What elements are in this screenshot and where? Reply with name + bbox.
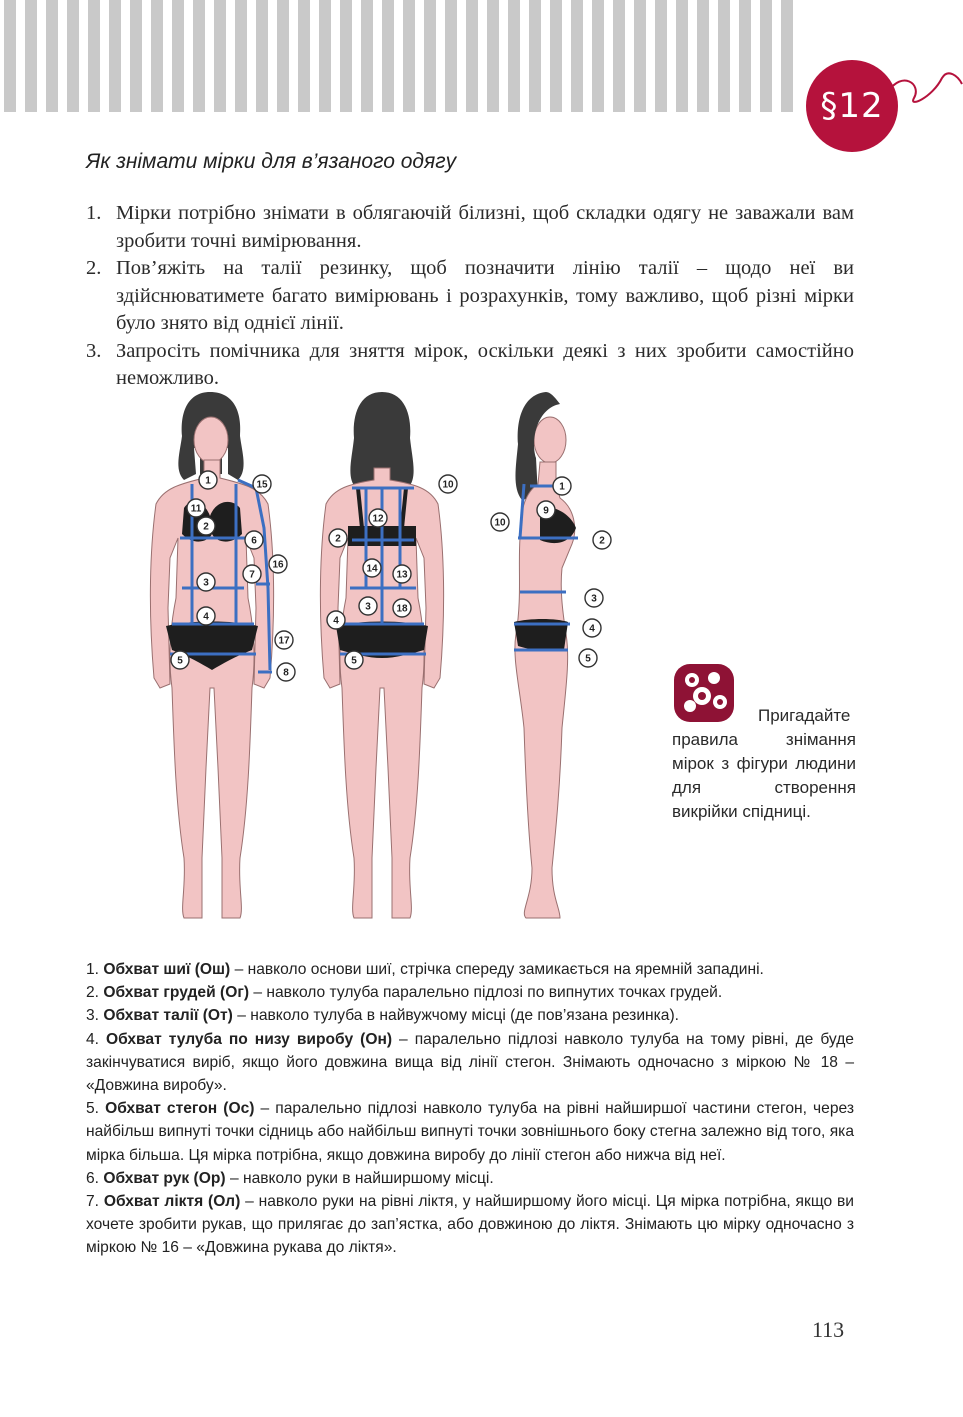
yarn-skein-icon xyxy=(672,662,744,724)
stripe xyxy=(151,0,163,112)
measurement-number: 3 xyxy=(203,577,209,589)
section-number: §12 xyxy=(820,86,884,126)
stripe xyxy=(46,0,58,112)
stripe xyxy=(676,0,688,112)
definition-item xyxy=(86,958,854,981)
measurement-number: 2 xyxy=(599,535,605,547)
page-title: Як знімати мірки для в’язаного одягу xyxy=(86,150,457,173)
measurement-number: 5 xyxy=(585,653,591,665)
note-text: Пригадайте правила знімання мірок з фігури людини для створення викрійки спідниці. xyxy=(672,706,856,821)
measurement-number: 1 xyxy=(205,475,211,487)
definition-term: Обхват рук (Ор) xyxy=(103,1169,226,1187)
measurement-number: 16 xyxy=(272,559,284,571)
side-figure xyxy=(514,392,578,918)
definition-item xyxy=(86,1190,854,1260)
stripe xyxy=(361,0,373,112)
definition-item xyxy=(86,981,854,1004)
list-item-text: Пов’яжіть на талії резинку, щоб позначити лінію талії – щодо неї ви здійснюватимете багато вимірювань і розрахунків, тому важливо, щоб різні мірки було знято від однієї лінії. xyxy=(116,257,854,334)
stripe xyxy=(172,0,184,112)
stripe xyxy=(571,0,583,112)
measurement-number: 9 xyxy=(543,505,549,517)
measurement-number: 2 xyxy=(203,521,209,533)
definition-item xyxy=(86,1028,854,1098)
stripe xyxy=(718,0,730,112)
back-figure xyxy=(320,392,443,918)
list-item-number: 2. xyxy=(86,257,102,279)
definition-term: Обхват тулуба по низу виробу (Он) xyxy=(106,1030,393,1048)
measurement-number: 7 xyxy=(249,569,255,581)
definition-text: – паралельно підлозі навколо тулуба на рівні найширшої частини стегон, через найбільш випнуті точки сідниць або найбільш випнуті точки зовнішнього боку стегна залежно від того, яка мірка більша. Ця мірка потрібна, якщо довжина виробу до лінії стегон або нижча від неї. xyxy=(86,1100,854,1164)
stripe xyxy=(109,0,121,112)
stripe xyxy=(67,0,79,112)
definition-item xyxy=(86,1004,854,1027)
stripe xyxy=(424,0,436,112)
definition-number: 6. xyxy=(86,1169,100,1187)
stripe xyxy=(340,0,352,112)
stripe xyxy=(403,0,415,112)
note-box xyxy=(672,662,856,824)
definition-number: 4. xyxy=(86,1030,100,1048)
measurement-number: 1 xyxy=(559,481,565,493)
stripe xyxy=(88,0,100,112)
measurement-number: 10 xyxy=(442,479,454,491)
definition-term: Обхват шиї (Ош) xyxy=(103,961,231,978)
stripe xyxy=(445,0,457,112)
list-item-number: 1. xyxy=(86,202,102,224)
stripe xyxy=(760,0,772,112)
measurement-number: 5 xyxy=(351,655,357,667)
page-number: 113 xyxy=(812,1317,845,1342)
definition-number: 7. xyxy=(86,1193,100,1211)
body-measurement-figure xyxy=(140,388,616,933)
definition-term: Обхват ліктя (Ол) xyxy=(103,1193,241,1211)
stripe xyxy=(655,0,667,112)
definition-term: Обхват стегон (Ос) xyxy=(105,1100,255,1118)
definition-number: 5. xyxy=(86,1100,100,1118)
stripe xyxy=(508,0,520,112)
stripe xyxy=(550,0,562,112)
definition-text: – паралельно підлозі навколо тулуба на тому рівні, де буде закінчуватися виріб, якщо його довжина вища від лінії стегон. Знімають одночасно з міркою № 18 – «Довжина виробу». xyxy=(86,1030,854,1095)
measurement-number: 10 xyxy=(494,517,506,529)
stripe xyxy=(592,0,604,112)
measurement-number: 3 xyxy=(365,601,371,613)
measurement-number: 8 xyxy=(283,667,289,679)
stripe xyxy=(697,0,709,112)
measurement-number: 13 xyxy=(396,569,408,581)
list-item xyxy=(86,338,854,393)
definition-term: Обхват грудей (Ог) xyxy=(103,984,250,1002)
list-item-text: Запросіть помічника для зняття мірок, оскільки деякі з них зробити самостійно неможливо. xyxy=(116,339,854,389)
stripe xyxy=(130,0,142,112)
definition-item xyxy=(86,1167,854,1190)
stripe xyxy=(382,0,394,112)
measurement-number: 17 xyxy=(278,635,290,647)
measurement-number: 11 xyxy=(190,503,202,515)
instruction-list xyxy=(86,200,854,393)
stripe xyxy=(634,0,646,112)
measurement-number: 18 xyxy=(396,603,408,615)
stripe xyxy=(739,0,751,112)
stripe xyxy=(235,0,247,112)
stripe xyxy=(466,0,478,112)
stripe xyxy=(298,0,310,112)
stripe xyxy=(4,0,16,112)
side-head xyxy=(534,417,566,463)
stripe xyxy=(277,0,289,112)
measurement-number: 5 xyxy=(177,655,183,667)
definition-term: Обхват талії (От) xyxy=(103,1007,233,1025)
definition-item xyxy=(86,1097,854,1167)
stripe xyxy=(193,0,205,112)
measurement-definitions xyxy=(86,958,854,1260)
list-item-text: Мірки потрібно знімати в облягаючій білизні, щоб складки одягу не заважали вам зробити точні вимірювання. xyxy=(116,202,854,252)
section-badge xyxy=(792,40,963,152)
stripe xyxy=(256,0,268,112)
definition-text: – навколо тулуба паралельно підлозі по випнутих точках грудей. xyxy=(253,984,723,1002)
stripe xyxy=(487,0,499,112)
list-item-number: 3. xyxy=(86,339,102,362)
measurement-number: 4 xyxy=(589,623,595,635)
definition-text: – навколо тулуба в найвужчому місці (де пов’язана резинка). xyxy=(237,1007,679,1025)
list-item xyxy=(86,255,854,338)
measurement-number: 12 xyxy=(372,513,384,525)
measurement-number: 3 xyxy=(591,593,597,605)
measurement-number: 2 xyxy=(335,533,341,545)
measurement-number: 15 xyxy=(256,479,268,491)
front-figure xyxy=(150,392,273,918)
stripe xyxy=(214,0,226,112)
measurement-number: 14 xyxy=(366,563,378,575)
stripe xyxy=(529,0,541,112)
stripe xyxy=(25,0,37,112)
measurement-number: 6 xyxy=(251,535,257,547)
stripe xyxy=(613,0,625,112)
definition-text: – навколо руки на рівні ліктя, у найширшому його місці. Ця мірка потрібна, якщо ви хочете зробити рукав, що прилягає до зап’ястка, або довжиною до ліктя. Знімають цю мірку одночасно з міркою № 16 – «Довжина рукава до ліктя». xyxy=(86,1193,854,1257)
stripe xyxy=(319,0,331,112)
front-head xyxy=(194,417,228,463)
definition-text: – навколо руки в найширшому місці. xyxy=(229,1169,494,1187)
list-item xyxy=(86,200,854,255)
measurement-number: 4 xyxy=(203,611,209,623)
definition-number: 2. xyxy=(86,984,100,1002)
definition-text: – навколо основи шиї, стрічка спереду замикається на яремній западині. xyxy=(234,961,764,978)
definition-number: 3. xyxy=(86,1007,100,1025)
measurement-number: 4 xyxy=(333,615,339,627)
definition-number: 1. xyxy=(86,961,100,978)
